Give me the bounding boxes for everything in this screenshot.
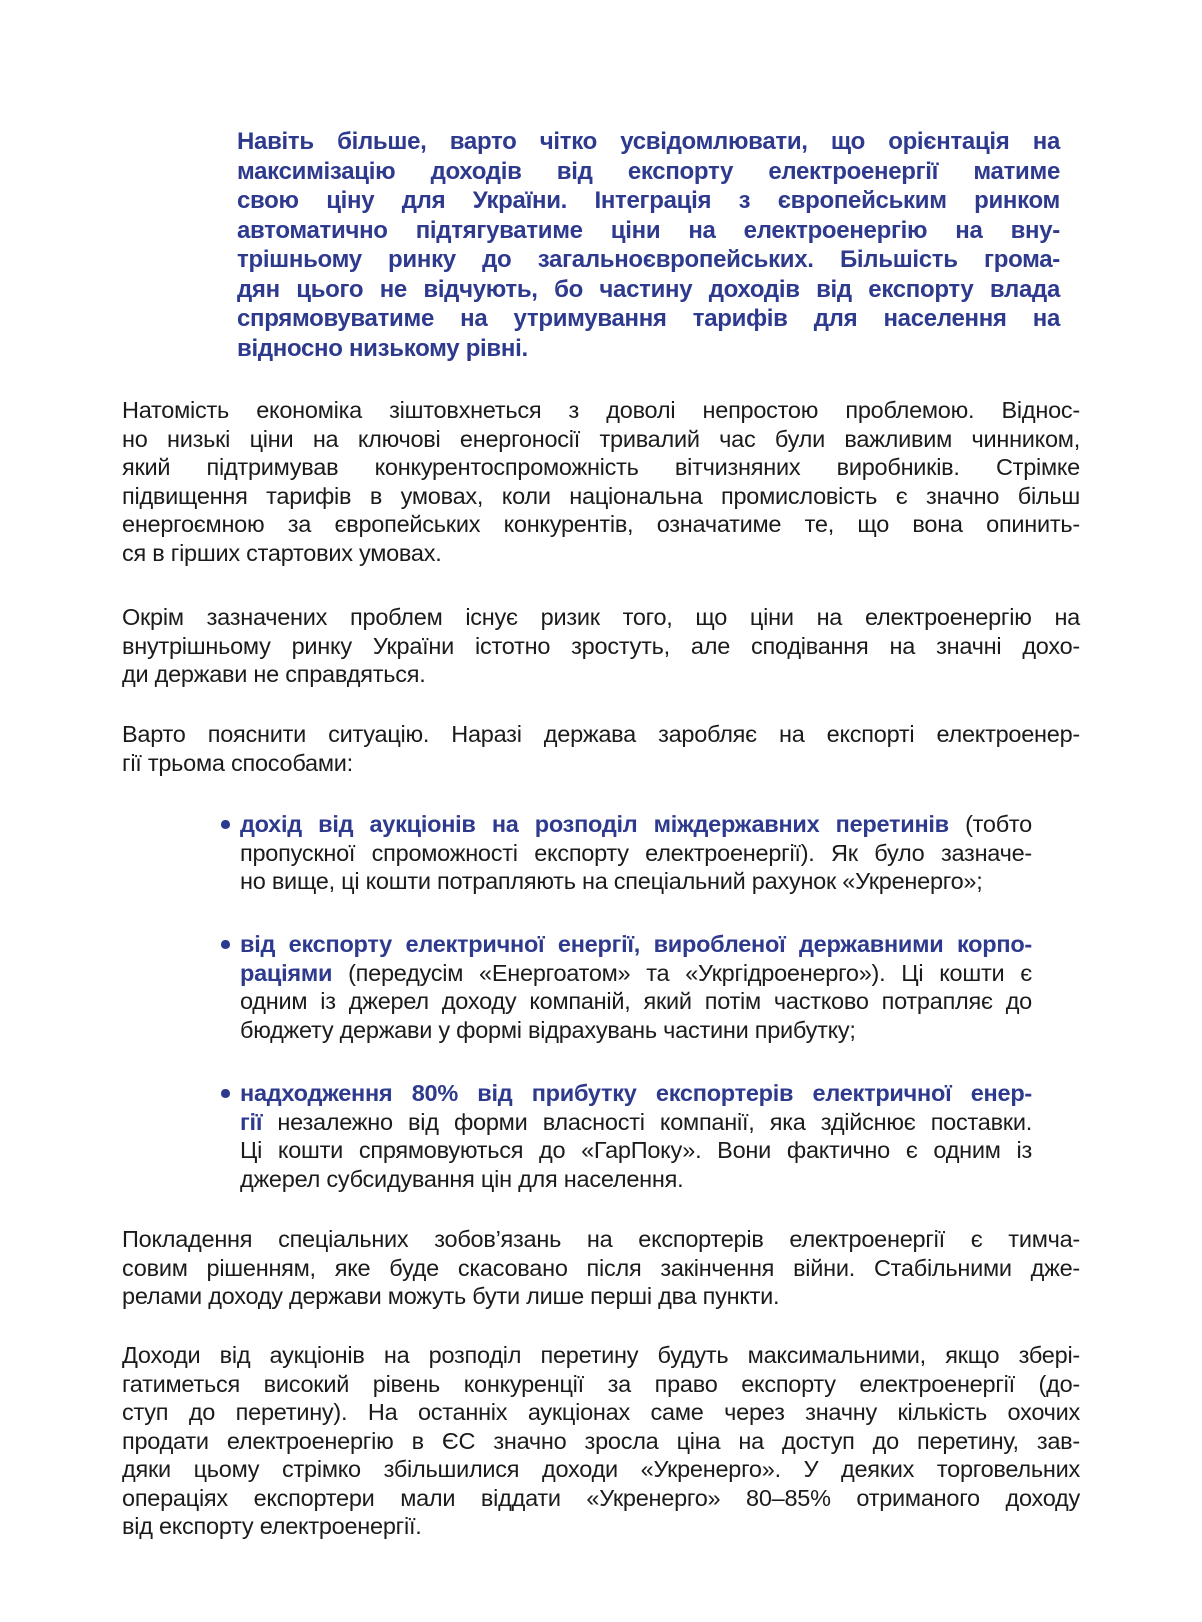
text-line	[122, 1512, 1080, 1541]
text-segment: бюджету держави у формі відрахувань частини прибутку;	[240, 1016, 856, 1043]
text-line	[240, 839, 1032, 868]
text-segment: ступ до перетину). На останніх аукціонах саме через значну кількість охочих	[122, 1399, 1080, 1425]
text-segment: Покладення спеціальних зобов’язань на експортерів електроенергії є тимча-	[122, 1226, 1080, 1252]
text-line	[122, 396, 1080, 425]
text-line	[122, 453, 1080, 482]
highlight-segment: від експорту електричної енергії, виробленої державними корпо-	[240, 931, 1032, 957]
text-segment: від експорту електроенергії.	[122, 1513, 422, 1539]
text-segment: підвищення тарифів в умовах, коли національна промисловість є значно більш	[122, 482, 1080, 509]
text-line	[240, 1136, 1032, 1165]
text-line	[237, 157, 1060, 187]
bullet-dot-icon	[221, 820, 230, 829]
text-line	[122, 1398, 1080, 1427]
text-line	[122, 660, 1080, 689]
text-segment: гії трьома способами:	[122, 749, 353, 776]
text-line	[122, 1341, 1080, 1370]
text-segment: Варто пояснити ситуацію. Наразі держава заробляє на експорті електроенер-	[122, 721, 1080, 747]
bullet-item-auction-income	[240, 810, 1032, 896]
text-line	[122, 720, 1080, 749]
highlight-segment: відносно низькому рівні.	[237, 334, 528, 362]
text-line	[237, 275, 1060, 305]
text-segment: Натомість економіка зіштовхнеться з доволі непростою проблемою. Віднос-	[122, 397, 1080, 423]
text-line	[122, 1225, 1080, 1254]
highlight-segment: раціями	[240, 959, 333, 986]
text-line	[240, 867, 1032, 896]
text-line	[240, 959, 1032, 988]
text-segment: релами доходу держави можуть бути лише перші два пункти.	[122, 1283, 780, 1309]
paragraph-price-risk	[122, 603, 1080, 689]
text-line	[240, 810, 1032, 839]
text-segment: гатиметься високий рівень конкуренції за право експорту електроенергії (до-	[122, 1370, 1080, 1397]
paragraph-auction-revenue-max	[122, 1341, 1080, 1541]
text-line	[122, 1484, 1080, 1513]
text-line	[122, 539, 1080, 568]
text-segment: (передусім «Енергоатом» та «Укргідроенерго»). Ці кошти є	[332, 959, 1032, 986]
text-line	[240, 930, 1032, 959]
text-segment: Доходи від аукціонів на розподіл перетину будуть максимальними, якщо збері-	[122, 1342, 1080, 1368]
highlight-segment: автоматично підтягуватиме ціни на електроенергію на вну-	[237, 216, 1060, 244]
text-line	[122, 482, 1080, 511]
paragraph-special-obligations	[122, 1225, 1080, 1311]
text-line	[237, 216, 1060, 246]
text-line	[237, 304, 1060, 334]
bullet-item-80-percent-profit	[240, 1079, 1032, 1193]
text-segment: ди держави не справдяться.	[122, 661, 426, 687]
highlight-segment: максимізацію доходів від експорту електроенергії матиме	[237, 157, 1060, 185]
highlight-segment: свою ціну для України. Інтеграція з європейським ринком	[237, 187, 1060, 214]
text-line	[122, 1370, 1080, 1399]
text-line	[122, 510, 1080, 539]
text-line	[237, 334, 1060, 364]
text-line	[122, 1455, 1080, 1484]
highlight-segment: дян цього не відчують, бо частину доходів від експорту влада	[237, 275, 1060, 303]
text-segment: який підтримував конкурентоспроможність вітчизняних виробників. Стрімке	[122, 454, 1080, 480]
bullet-item-state-corporations	[240, 930, 1032, 1044]
text-line	[122, 632, 1080, 661]
text-segment: енергоємною за європейських конкурентів, означатиме те, що вона опинить-	[122, 511, 1080, 537]
highlight-segment: спрямовуватиме на утримування тарифів для населення на	[237, 305, 1060, 332]
text-segment: незалежно від форми власності компанії, яка здійснює поставки.	[262, 1108, 1032, 1135]
text-segment: совим рішенням, яке буде скасовано після закінчення війни. Стабільними дже-	[122, 1254, 1080, 1281]
text-line	[240, 1016, 1032, 1045]
text-line	[237, 127, 1060, 157]
text-segment: одним із джерел доходу компаній, який потім частково потрапляє до	[240, 988, 1032, 1014]
text-line	[240, 987, 1032, 1016]
text-segment: внутрішньому ринку України істотно зростуть, але сподівання на значні дохо-	[122, 632, 1080, 659]
text-segment: джерел субсидування цін для населення.	[240, 1165, 684, 1192]
text-line	[240, 1108, 1032, 1137]
text-line	[240, 1165, 1032, 1194]
lead-paragraph	[237, 127, 1060, 363]
text-segment: Ці кошти спрямовуються до «ГарПоку». Вони фактично є одним із	[240, 1137, 1032, 1163]
text-segment: ся в гірших стартових умовах.	[122, 539, 442, 566]
text-line	[122, 603, 1080, 632]
highlight-segment: дохід від аукціонів на розподіл міждержавних перетинів	[240, 811, 949, 837]
text-line	[122, 1427, 1080, 1456]
highlight-segment: надходження 80% від прибутку експортерів електричної енер-	[240, 1080, 1032, 1106]
text-line	[122, 1282, 1080, 1311]
highlight-segment: гії	[240, 1108, 263, 1135]
text-segment: но вище, ці кошти потрапляють на спеціальний рахунок «Укренерго»;	[240, 868, 983, 894]
paragraph-economy-problem	[122, 396, 1080, 567]
text-line	[122, 1254, 1080, 1283]
text-segment: пропускної спроможності експорту електроенергії). Як було зазначе-	[240, 839, 1032, 866]
text-segment: операціях експортери мали віддати «Укренерго» 80–85% отриманого доходу	[122, 1484, 1080, 1511]
text-line	[122, 425, 1080, 454]
highlight-segment: трішньому ринку до загальноєвропейських. Більшість грома-	[237, 246, 1060, 273]
paragraph-three-ways-intro	[122, 720, 1080, 777]
text-line	[122, 749, 1080, 778]
text-line	[237, 245, 1060, 275]
bullet-dot-icon	[221, 940, 230, 949]
text-line	[237, 186, 1060, 216]
bullet-dot-icon	[221, 1089, 230, 1098]
text-line	[240, 1079, 1032, 1108]
text-segment: продати електроенергію в ЄС значно зросла ціна на доступ до перетину, зав-	[122, 1427, 1080, 1454]
text-segment: (тобто	[948, 811, 1033, 837]
text-segment: дяки цьому стрімко збільшилися доходи «Укренерго». У деяких торговельних	[122, 1456, 1080, 1482]
text-segment: но низькі ціни на ключові енергоносії тривалий час були важливим чинником,	[122, 425, 1080, 452]
highlight-segment: Навіть більше, варто чітко усвідомлювати, що орієнтація на	[237, 128, 1060, 155]
text-segment: Окрім зазначених проблем існує ризик того, що ціни на електроенергію на	[122, 604, 1080, 630]
